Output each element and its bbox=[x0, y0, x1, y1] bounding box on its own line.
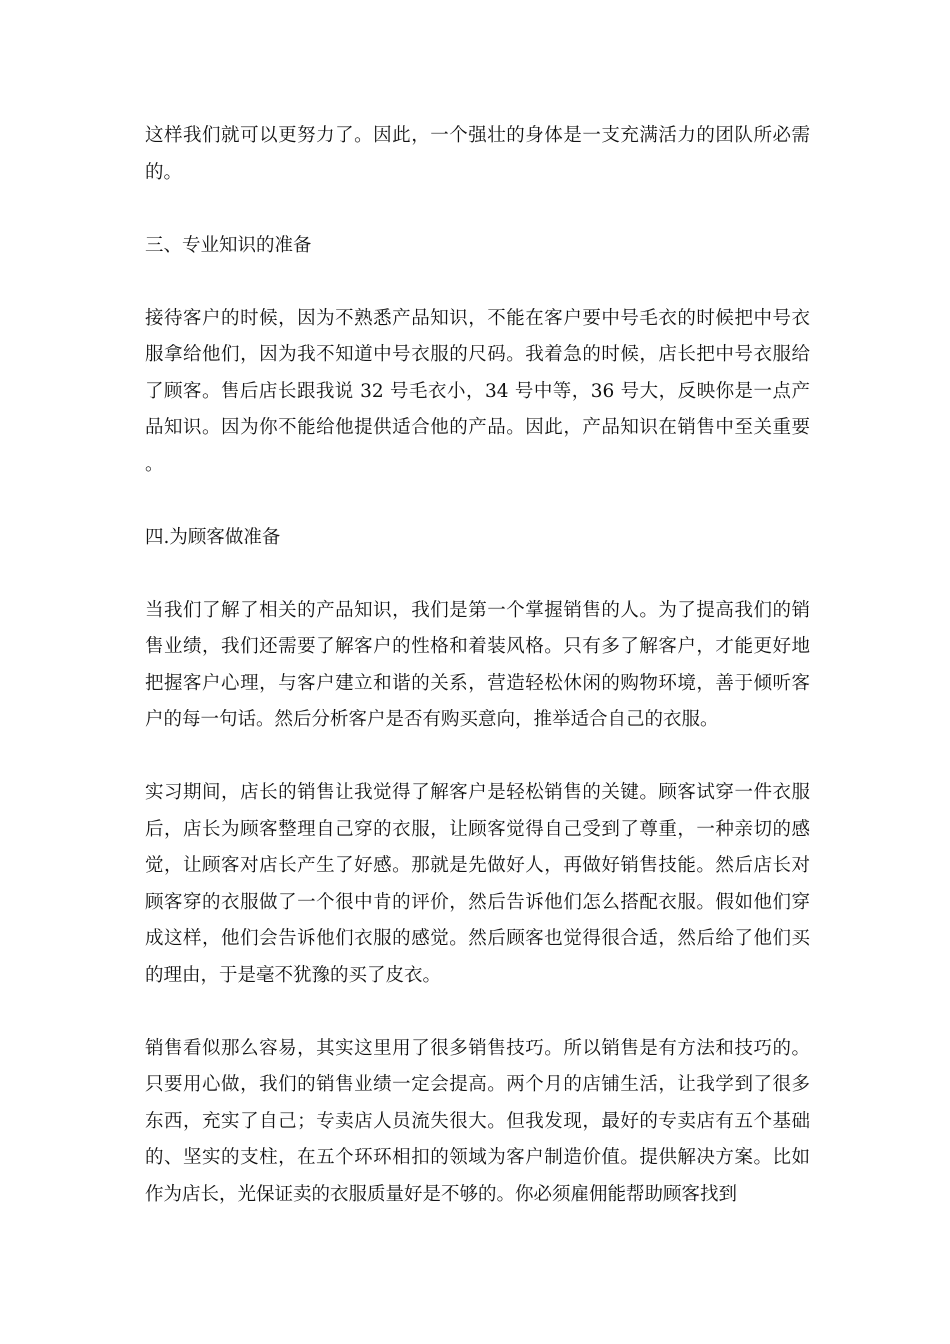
paragraph-internship-experience: 实习期间，店长的销售让我觉得了解客户是轻松销售的关键。顾客试穿一件衣服后，店长为顾客整理自己穿的衣服，让顾客觉得自己受到了尊重，一种亲切的感觉，让顾客对店长产生了好感。那就是先做好人，再做好销售技能。然后店长对顾客穿的衣服做了一个很中肯的评价，然后告诉他们怎么搭配衣服。假如他们穿成这样，他们会告诉他们衣服的感觉。然后顾客也觉得很合适，然后给了他们买的理由，于是毫不犹豫的买了皮衣。 bbox=[145, 782, 810, 986]
paragraph-product-knowledge: 接待客户的时候，因为不熟悉产品知识，不能在客户要中号毛衣的时候把中号衣服拿给他们，因为我不知道中号衣服的尺码。我着急的时候，店长把中号衣服给了顾客。售后店长跟我说 32 号毛衣小，34 号中等，36 号大，反映你是一点产品知识。因为你不能给他提供适合他的产品。因此，产品知识在销售中至关重要。 bbox=[145, 307, 810, 475]
document-body bbox=[145, 118, 810, 1250]
paragraph-fitness-conclusion: 这样我们就可以更努力了。因此，一个强壮的身体是一支充满活力的团队所必需的。 bbox=[145, 125, 810, 183]
section-heading-3: 三、专业知识的准备 bbox=[145, 234, 312, 256]
paragraph-understand-customers: 当我们了解了相关的产品知识，我们是第一个掌握销售的人。为了提高我们的销售业绩，我们还需要了解客户的性格和着装风格。只有多了解客户，才能更好地把握客户心理，与客户建立和谐的关系，营造轻松休闲的购物环境，善于倾听客户的每一句话。然后分析客户是否有购买意向，推举适合自己的衣服。 bbox=[145, 599, 810, 730]
section-heading-4: 四.为顾客做准备 bbox=[145, 526, 281, 548]
paragraph-sales-skills: 销售看似那么容易，其实这里用了很多销售技巧。所以销售是有方法和技巧的。只要用心做，我们的销售业绩一定会提高。两个月的店铺生活，让我学到了很多东西，充实了自己；专卖店人员流失很大。但我发现，最好的专卖店有五个基础的、坚实的支柱，在五个环环相扣的领域为客户制造价值。提供解决方案。比如作为店长，光保证卖的衣服质量好是不够的。你必须雇佣能帮助顾客找到 bbox=[145, 1037, 810, 1205]
